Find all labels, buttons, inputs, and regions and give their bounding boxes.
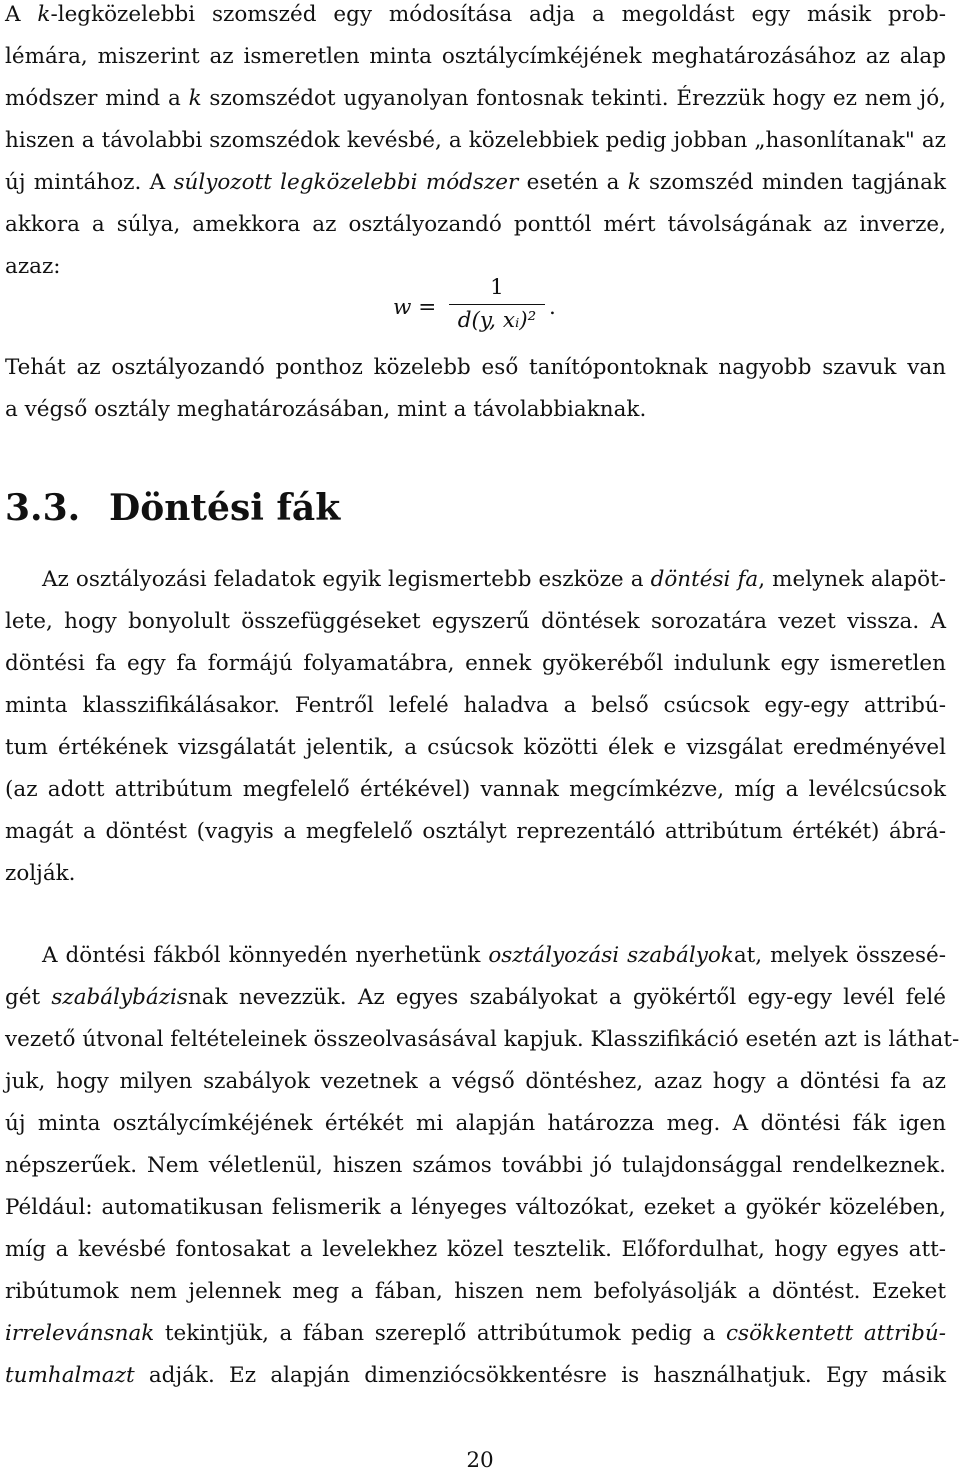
- paragraph-3-line-2: lete, hogy bonyolult összefüggéseket egyszerű döntések sorozatára vezet vissza. A: [5, 609, 946, 634]
- fraction-bar: [449, 304, 545, 305]
- paragraph-3-line-6: (az adott attribútum megfelelő értékével) vannak megcímkézve, míg a levélcsúcsok: [5, 777, 946, 802]
- text-span: adják. Ez alapján dimenziócsökkentésre is használhatjuk. Egy másik: [134, 1363, 946, 1388]
- paragraph-1-line-4: hiszen a távolabbi szomszédok kevésbé, a közelebbiek pedig jobban „hasonlítanak" az: [5, 128, 946, 153]
- text-span: , melynek alapöt-: [758, 567, 947, 592]
- paragraph-4-line-11: [5, 1363, 946, 1389]
- math-variable: k: [37, 2, 51, 27]
- paragraph-1-line-3: [5, 86, 946, 112]
- paragraph-4-line-9: ribútumok nem jelennek meg a fában, hiszen nem befolyásolják a döntést. Ezeket: [5, 1279, 946, 1304]
- formula-lhs: w =: [393, 295, 437, 320]
- text-span: A döntési fákból könnyedén nyerhetünk: [42, 943, 489, 968]
- text-span: A: [5, 2, 38, 27]
- paragraph-1-line-5: [5, 170, 946, 196]
- paragraph-1-line-1: [5, 2, 946, 28]
- paragraph-4-line-2: [5, 985, 946, 1011]
- paragraph-1-line-6: akkora a súlya, amekkora az osztályozandó ponttól mért távolságának az inverze,: [5, 212, 946, 237]
- emphasized-term: súlyozott legközelebbi módszer: [173, 170, 519, 195]
- paragraph-3-line-7: magát a döntést (vagyis a megfelelő osztályt reprezentáló attribútum értékét) ábrá-: [5, 819, 946, 844]
- paragraph-4-line-7: Például: automatikusan felismerik a lényeges változókat, ezeket a gyökér közelében,: [5, 1195, 946, 1220]
- paragraph-3-line-5: tum értékének vizsgálatát jelentik, a csúcsok közötti élek e vizsgálat eredményével: [5, 735, 946, 760]
- formula-fraction: [449, 274, 545, 334]
- math-variable: k: [627, 170, 641, 195]
- math-variable: k: [188, 86, 202, 111]
- paragraph-2-line-1: Tehát az osztályozandó ponthoz közelebb eső tanítópontoknak nagyobb szavuk van: [5, 355, 946, 380]
- paragraph-3-line-1: [42, 567, 946, 593]
- text-span: tekintjük, a fában szereplő attribútumok pedig a: [154, 1321, 727, 1346]
- emphasized-term: csökkentett attribú-: [726, 1321, 946, 1346]
- emphasized-term: döntési fa: [650, 567, 759, 592]
- text-span: gét: [5, 985, 52, 1010]
- section-title: Döntési fák: [109, 487, 341, 529]
- formula-numerator: 1: [490, 275, 504, 300]
- text-span: szomszéd minden tagjának: [640, 170, 946, 195]
- formula-denominator: d(y, xᵢ)²: [457, 308, 537, 333]
- paragraph-4-line-4: juk, hogy milyen szabályok vezetnek a végső döntéshez, azaz hogy a döntési fa az: [5, 1069, 946, 1094]
- paragraph-4-line-3: vezető útvonal feltételeinek összeolvasásával kapjuk. Klasszifikáció esetén azt is láthat-: [5, 1027, 960, 1052]
- emphasized-term: szabálybázis: [51, 985, 188, 1010]
- text-span: -legközelebbi szomszéd egy módosítása adja a megoldást egy másik prob-: [50, 2, 946, 27]
- section-heading: [5, 485, 340, 531]
- weight-formula: [393, 274, 593, 344]
- paragraph-4-line-1: [42, 943, 946, 969]
- text-span: Az osztályozási feladatok egyik legismertebb eszköze a: [42, 567, 651, 592]
- paragraph-3-line-3: döntési fa egy fa formájú folyamatábra, ennek gyökeréből indulunk egy ismeretlen: [5, 651, 946, 676]
- text-span: nak nevezzük. Az egyes szabályokat a gyökértől egy-egy levél felé: [187, 985, 946, 1010]
- emphasized-term: irrelevánsnak: [5, 1321, 155, 1346]
- text-span: szomszédot ugyanolyan fontosnak tekinti. Érezzük hogy ez nem jó,: [201, 86, 947, 111]
- paragraph-3-line-4: minta klasszifikálásakor. Fentről lefelé haladva a belső csúcsok egy-egy attribú-: [5, 693, 946, 718]
- paragraph-4-line-6: népszerűek. Nem véletlenül, hiszen számos további jó tulajdonsággal rendelkeznek.: [5, 1153, 946, 1178]
- paragraph-4-line-8: míg a kevésbé fontosakat a levelekhez közel tesztelik. Előfordulhat, hogy egyes att-: [5, 1237, 946, 1262]
- page-number: 20: [466, 1448, 494, 1473]
- text-span: esetén a: [518, 170, 628, 195]
- paragraph-4-line-5: új minta osztálycímkéjének értékét mi alapján határozza meg. A döntési fák igen: [5, 1111, 946, 1136]
- text-span: módszer mind a: [5, 86, 189, 111]
- paragraph-1-line-7: azaz:: [5, 254, 61, 279]
- text-span: at, melyek összesé-: [733, 943, 946, 968]
- emphasized-term: tumhalmazt: [5, 1363, 135, 1388]
- paragraph-1-line-2: lémára, miszerint az ismeretlen minta osztálycímkéjének meghatározásához az alap: [5, 44, 946, 69]
- paragraph-2-line-2: a végső osztály meghatározásában, mint a távolabbiaknak.: [5, 397, 647, 422]
- paragraph-4-line-10: [5, 1321, 946, 1347]
- section-number: 3.3.: [5, 487, 81, 529]
- paragraph-3-line-8: zolják.: [5, 861, 76, 886]
- text-span: új mintához. A: [5, 170, 174, 195]
- emphasized-term: osztályozási szabályok: [488, 943, 734, 968]
- formula-period: .: [549, 295, 556, 320]
